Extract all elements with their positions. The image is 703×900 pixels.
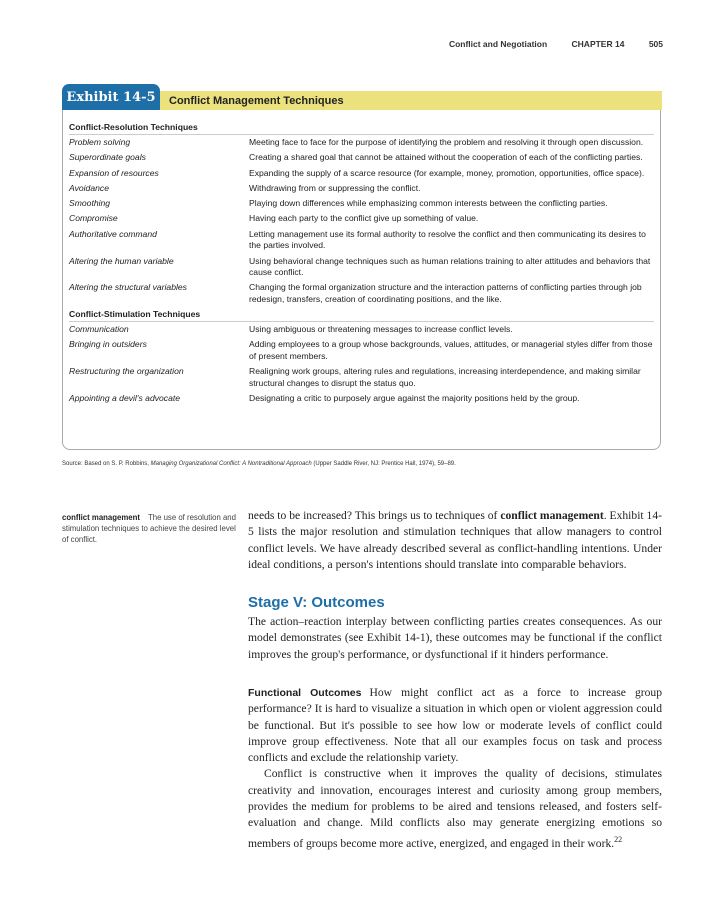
exhibit-table — [62, 110, 661, 450]
technique-name: Compromise — [69, 213, 118, 224]
technique-name: Altering the human variable — [69, 255, 174, 266]
technique-name: Bringing in outsiders — [69, 339, 147, 350]
run-in-heading: Functional Outcomes — [248, 687, 362, 699]
table-row — [69, 198, 654, 213]
exhibit-header — [62, 84, 662, 110]
technique-description: Expanding the supply of a scarce resource (for example, money, promotion, opportunities, office space). — [249, 167, 645, 178]
technique-name: Expansion of resources — [69, 167, 159, 178]
resolution-heading: Conflict-Resolution Techniques — [69, 121, 654, 135]
technique-description: Changing the formal organization structure and the interaction patterns of conflicting parties through job redesign, transfers, creation of coordinating positions, and the like. — [249, 282, 642, 304]
table-row — [69, 168, 654, 183]
page-number: 505 — [648, 39, 663, 49]
table-row — [69, 339, 654, 366]
technique-description: Using behavioral change techniques such as human relations training to alter attitudes and behaviors that cause conflict. — [249, 255, 651, 278]
chapter-label: CHAPTER 14 — [571, 39, 625, 49]
technique-name: Superordinate goals — [69, 152, 146, 163]
table-row — [69, 256, 654, 283]
stimulation-heading: Conflict-Stimulation Techniques — [69, 308, 654, 322]
p2-text: The action–reaction interplay between conflicting parties creates consequences. As our model demonstrates (see Exhibit 14-1), these outcomes may be functional if the conflict improves the group's performance, or dysfunctional if it hinders performance. — [248, 615, 662, 661]
source-prefix: Source: Based on S. P. Robbins, — [62, 461, 151, 467]
technique-description: Meeting face to face for the purpose of identifying the problem and resolving it through open discussion. — [249, 137, 644, 147]
section-heading: Stage V: Outcomes — [248, 594, 385, 611]
table-row — [69, 152, 654, 167]
table-row — [69, 183, 654, 198]
source-note — [62, 461, 456, 467]
margin-term: conflict management — [62, 513, 140, 522]
margin-def-text: The use of resolution and stimulation techniques to achieve the desired level of conflict. — [62, 513, 236, 544]
technique-name: Smoothing — [69, 198, 111, 209]
technique-description: Withdrawing from or suppressing the conflict. — [249, 182, 421, 193]
table-row — [69, 213, 654, 228]
technique-name: Avoidance — [69, 182, 109, 193]
technique-name: Authoritative command — [69, 228, 157, 239]
margin-definition — [62, 512, 237, 545]
technique-description: Playing down differences while emphasizing common interests between the conflicting parties. — [249, 198, 608, 209]
paragraph-3 — [248, 685, 662, 852]
footnote-ref: 22 — [614, 834, 623, 844]
paragraph-2 — [248, 614, 662, 663]
technique-description: Using ambiguous or threatening messages to increase conflict levels. — [249, 324, 513, 335]
paragraph-1 — [248, 508, 662, 573]
table-row — [69, 324, 654, 339]
exhibit-label: Exhibit 14-5 — [62, 84, 160, 110]
source-suffix: (Upper Saddle River, NJ: Prentice Hall, 1974), 59–89. — [311, 461, 456, 467]
technique-name: Problem solving — [69, 137, 131, 147]
table-row — [69, 393, 654, 408]
section-title: Conflict and Negotiation — [448, 39, 548, 49]
technique-description: Creating a shared goal that cannot be attained without the cooperation of each of the conflicting parties. — [249, 152, 643, 163]
table-row — [69, 137, 654, 152]
technique-description: Realigning work groups, altering rules and regulations, increasing interdependence, and making similar structural changes to disrupt the status quo. — [249, 366, 641, 388]
key-term: conflict management — [500, 509, 604, 522]
p3-text: How might conflict act as a force to increase group performance? It is hard to visualize a situation in which open or violent aggression could be functional. But it's possible to see how low or moderate levels of conflict could improve group effectiveness. Note that all our examples focus on task and process conflicts and exclude the relationship variety. — [248, 686, 662, 765]
technique-description: Letting management use its formal authority to resolve the conflict and then communicating its desires to the parties involved. — [249, 228, 646, 251]
source-title: Managing Organizational Conflict: A Nontraditional Approach — [150, 461, 312, 467]
technique-name: Restructuring the organization — [69, 366, 184, 377]
technique-description: Designating a critic to purposely argue against the majority positions held by the group. — [249, 393, 580, 404]
table-row — [69, 366, 654, 393]
p1-text-rest: . Exhibit 14-5 lists the major resolution and stimulation techniques that allow managers to control conflict levels. We have already described several as conflict-handling intentions. Under ideal conditions, a person's intentions should translate into comparable behaviors. — [248, 509, 662, 571]
technique-name: Altering the structural variables — [69, 282, 187, 293]
p4-text: Conflict is constructive when it improves the quality of decisions, stimulates creativity and innovation, encourages interest and curiosity among group members, provides the medium for problems to be aired and tensions released, and fosters self-evaluation and change. Mild conflicts also may generate energizing emotions so members of groups become more active, energized, and engaged in their work. — [248, 767, 662, 850]
exhibit-title: Conflict Management Techniques — [160, 91, 662, 110]
technique-name: Appointing a devil's advocate — [69, 393, 181, 404]
running-header — [427, 39, 663, 49]
technique-description: Having each party to the conflict give up something of value. — [249, 213, 479, 224]
technique-name: Communication — [69, 324, 129, 335]
p1-text: needs to be increased? This brings us to techniques of — [248, 509, 501, 522]
table-row — [69, 282, 654, 309]
table-row — [69, 229, 654, 256]
technique-description: Adding employees to a group whose backgrounds, values, attitudes, or managerial styles differ from those of present members. — [249, 339, 653, 361]
